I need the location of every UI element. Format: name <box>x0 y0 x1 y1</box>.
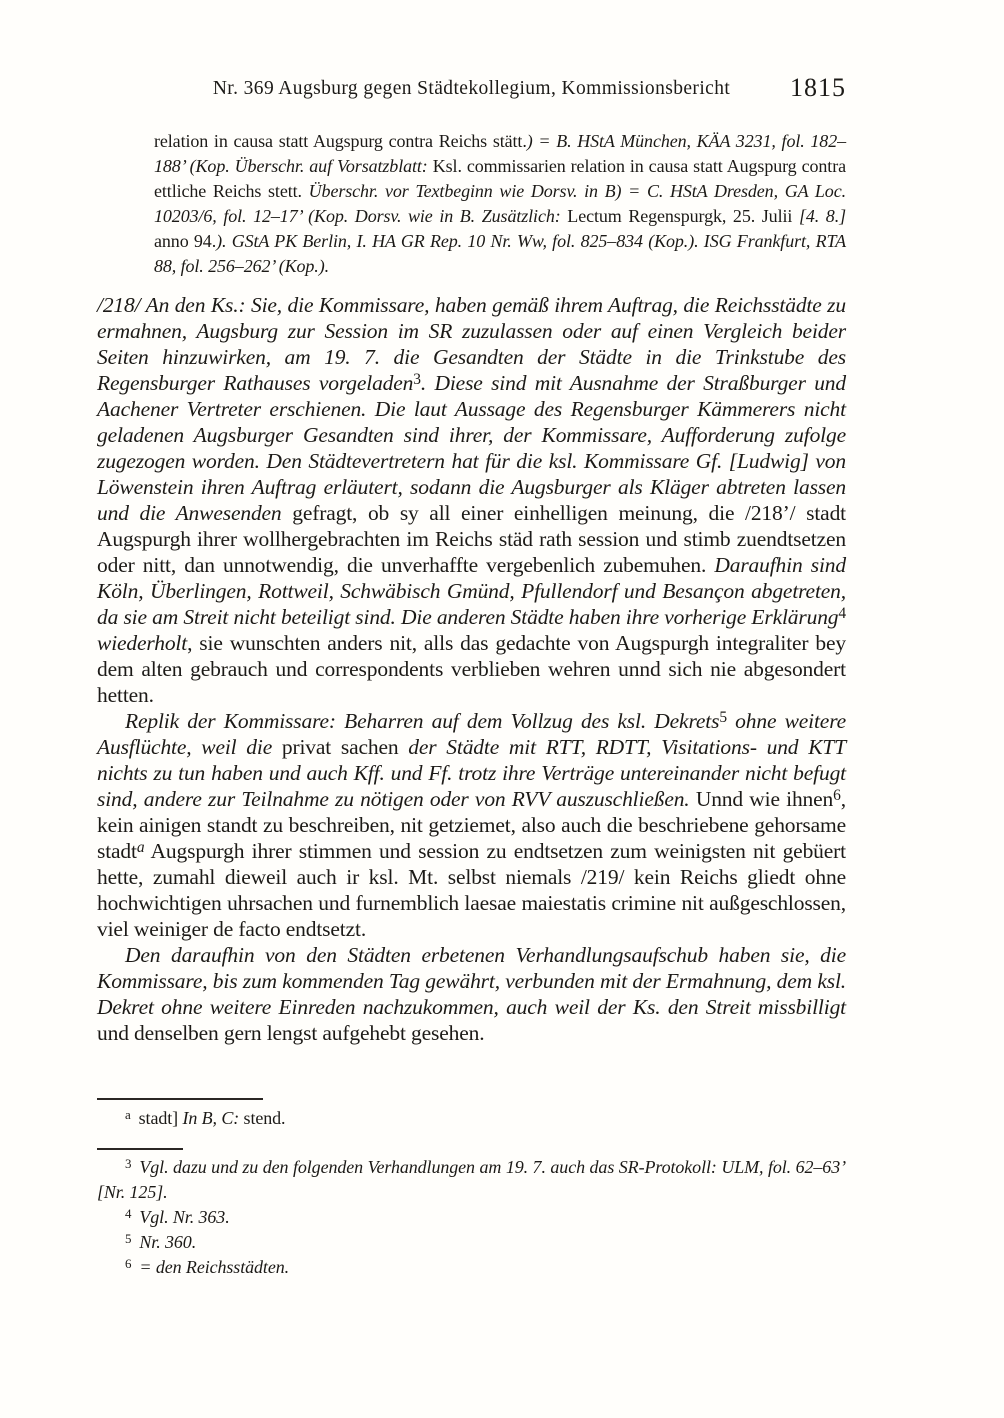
footnote-5 <box>97 1230 846 1255</box>
text-segment: Überschr. vor Textbeginn wie Dorsv. in B) = C. HStA Dresden, GA Loc. 10203/6, fol. 12–17’ (Kop. Dorsv. wie in B. Zusätzlich: <box>154 181 846 226</box>
text-segment: , kein ainigen standt zu beschreiben, nit getziemet, also auch die beschriebene gehorsame stadt <box>97 787 846 863</box>
text-segment: Lectum Regenspurgk, 25. Julii <box>567 206 799 226</box>
text-segment: = den Reichsstädten. <box>139 1257 290 1277</box>
text-segment: relation in causa statt Augspurg contra Reichs stätt. <box>154 131 527 151</box>
text-segment: stend. <box>243 1108 286 1128</box>
source-description <box>154 129 846 279</box>
text-segment: der Städte mit RTT, RDTT, Visitations- und KTT nichts zu tun haben und auch Kff. und Ff. trotz ihre Verträge untereinander nicht befugt sind, andere zur Teilnahme zu nötigen oder von RVV auszuschließen. <box>97 735 846 811</box>
header-title: Nr. 369 Augsburg gegen Städtekollegium, Kommissionsbericht <box>212 78 731 99</box>
footnotes-section <box>97 1155 846 1280</box>
body-paragraph-3 <box>97 942 846 1046</box>
footnote-marker: a <box>125 1106 131 1122</box>
footnote-reference: a <box>136 838 145 856</box>
text-segment: Replik der Kommissare: Beharren auf dem Vollzug des ksl. Dekrets <box>125 709 720 733</box>
footnote-marker: 4 <box>125 1205 132 1221</box>
apparatus-rule <box>97 1098 263 1100</box>
text-segment: Ksl. commissarien relation in causa statt Augspurg contra ettliche Reichs stett. <box>154 156 846 201</box>
footnote-3 <box>97 1155 846 1205</box>
text-segment: wiederholt <box>97 631 188 655</box>
text-segment: In B, C: <box>182 1108 244 1128</box>
running-header <box>97 73 846 108</box>
text-segment: ) = B. HStA München, KÄA 3231, fol. 182–188’ (Kop. Überschr. auf Vorsatzblatt: <box>154 131 847 176</box>
text-segment: ). GStA PK Berlin, I. HA GR Rep. 10 Nr. Ww, fol. 825–834 (Kop.). ISG Frankfurt, RTA 88, fol. 256–262’ (Kop.). <box>154 231 846 276</box>
body-paragraph-1 <box>97 292 846 708</box>
notes-area <box>97 1098 846 1280</box>
footnote-6 <box>97 1255 846 1280</box>
footnote-rule <box>97 1148 183 1150</box>
text-segment: Nr. 360. <box>139 1232 197 1252</box>
content-column <box>97 73 847 1046</box>
text-segment: stadt] <box>138 1108 183 1128</box>
page-number: 1815 <box>790 73 846 102</box>
footnote-4 <box>97 1205 846 1230</box>
text-segment: gefragt, ob sy all einer einhelligen meinung, die /218’/ stadt Augspurgh ihrer wollhergebrachten im Reichs städ rath session und stimb zuendtsetzen oder nitt, dan unnotwendig, die unverhaffte vergebenlich zubemuhen. <box>97 501 846 577</box>
text-segment: , sie wunschten anders nit, alls das gedachte von Augspurgh integraliter bey dem alten gebrauch und correspondents verblieben wehren unnd sich nie abgesondert hetten. <box>97 631 846 707</box>
text-segment: . Diese sind mit Ausnahme der Straßburger und Aachener Vertreter erschienen. Die laut Aussage des Regensburger Kämmerers nicht geladenen Augsburger Gesandten sind ihrer, der Kommissare, Aufforderung zufolge zugezogen worden. Den Städtevertretern hat für die ksl. Kommissare Gf. [Ludwig] von Löwenstein ihren Auftrag erläutert, sodann die Augsburger als Kläger abtreten lassen und die Anwesenden <box>97 371 846 525</box>
footnote-reference: 4 <box>838 604 846 622</box>
text-segment: Augspurgh ihrer stimmen und session zu endtsetzen zum weinigsten nit gebüert hette, zumahl dieweil auch ir ksl. Mt. selbst niemals /219/ kein Reichs gliedt ohne hochwichtigen uhrsachen und furnemblich laesae maiestatis crimine nit außgeschlossen, viel weiniger de facto endtsetzt. <box>97 839 846 941</box>
footnote-marker: 6 <box>125 1255 132 1271</box>
text-segment: Den daraufhin von den Städten erbetenen Verhandlungsaufschub haben sie, die Kommissare, bis zum kommenden Tag gewährt, verbunden mit der Ermahnung, dem ksl. Dekret ohne weitere Einreden nachzukommen, auch weil der Ks. den Streit missbilligt <box>97 943 846 1019</box>
text-segment: Vgl. Nr. 363. <box>139 1207 230 1227</box>
text-segment: [4. 8.] <box>798 206 846 226</box>
footnote-reference: 3 <box>413 370 421 388</box>
document-body <box>97 292 846 1046</box>
apparatus-footnote-a <box>97 1106 846 1131</box>
text-segment: anno 94. <box>154 231 217 251</box>
text-segment: Daraufhin sind Köln, Überlingen, Rottweil, Schwäbisch Gmünd, Pfullendorf und Besançon abgetreten, da sie am Streit nicht beteiligt sind. Die anderen Städte haben ihre vorherige Erklärung <box>97 553 846 629</box>
text-segment: ohne weitere Ausflüchte, weil die <box>97 709 847 759</box>
footnote-reference: 6 <box>833 786 841 804</box>
text-segment: /218/ An den Ks.: Sie, die Kommissare, haben gemäß ihrem Auftrag, die Reichsstädte zu ermahnen, Augsburg zur Session im SR zuzulassen oder auf einen Vergleich beider Seiten hinzuwirken, am 19. 7. die Gesandten der Städte in die Trinkstube des Regensburger Rathauses vorgeladen <box>97 293 846 395</box>
footnote-marker: 5 <box>125 1230 132 1246</box>
body-paragraph-2 <box>97 708 846 942</box>
text-segment: Vgl. dazu und zu den folgenden Verhandlungen am 19. 7. auch das SR-Protokoll: ULM, fol. 62–63’ [Nr. 125]. <box>97 1157 846 1202</box>
footnote-marker: 3 <box>125 1155 132 1171</box>
text-segment: und denselben gern lengst aufgehebt gesehen. <box>97 1021 485 1045</box>
text-segment: privat sachen <box>281 735 409 759</box>
text-segment: Unnd wie ihnen <box>695 787 834 811</box>
footnote-reference: 5 <box>719 708 727 726</box>
apparatus-section <box>97 1106 846 1131</box>
